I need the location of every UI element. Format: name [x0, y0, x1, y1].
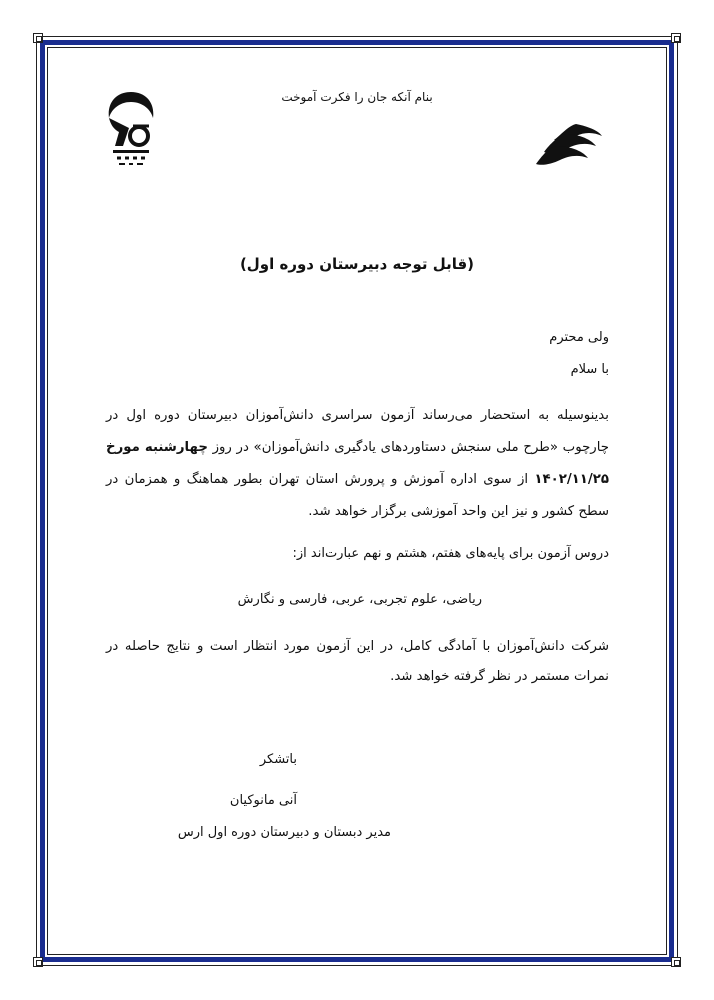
subjects-list: ریاضی، علوم تجربی، عربی، فارسی و نگارش — [237, 592, 482, 607]
signer-title: مدیر دبستان و دبیرستان دوره اول ارس — [177, 825, 391, 840]
school-70-anniversary-logo-icon — [103, 88, 159, 168]
closing-thanks: باتشکر — [259, 752, 297, 767]
body-paragraph — [106, 400, 609, 528]
body-text-part2: از سوی اداره آموزش و پرورش استان تهران بطور هماهنگ و همزمان در سطح کشور و نیز این واحد آموزشی برگزار خواهد شد. — [106, 472, 609, 519]
greeting: با سلام — [570, 362, 609, 377]
signer-name: آنی مانوکیان — [229, 793, 297, 808]
participation-paragraph: شرکت دانش‌آموزان با آمادگی کامل، در این آزمون مورد انتظار است و نتایج حاصله در نمرات مستمر در نظر گرفته خواهد شد. — [106, 639, 609, 684]
subjects-intro: دروس آزمون برای پایه‌های هفتم، هشتم و نهم عبارت‌اند از: — [292, 546, 609, 561]
exam-date: چهارشنبه مورخ ۱۴۰۲/۱۱/۲۵ — [106, 440, 609, 487]
letter-title: (قابل توجه دبیرستان دوره اول) — [239, 255, 475, 273]
three-waves-emblem-icon — [532, 120, 604, 170]
salutation: ولی محترم — [549, 330, 609, 345]
letterhead-invocation: بنام آنکه جان را فکرت آموخت — [281, 90, 433, 104]
body-text-part1: بدینوسیله به استحضار می‌رساند آزمون سراسری دانش‌آموزان دبیرستان دوره اول در چارچوب «طرح ملی سنجش دستاوردهای یادگیری دانش‌آموزان» در روز — [106, 408, 609, 455]
